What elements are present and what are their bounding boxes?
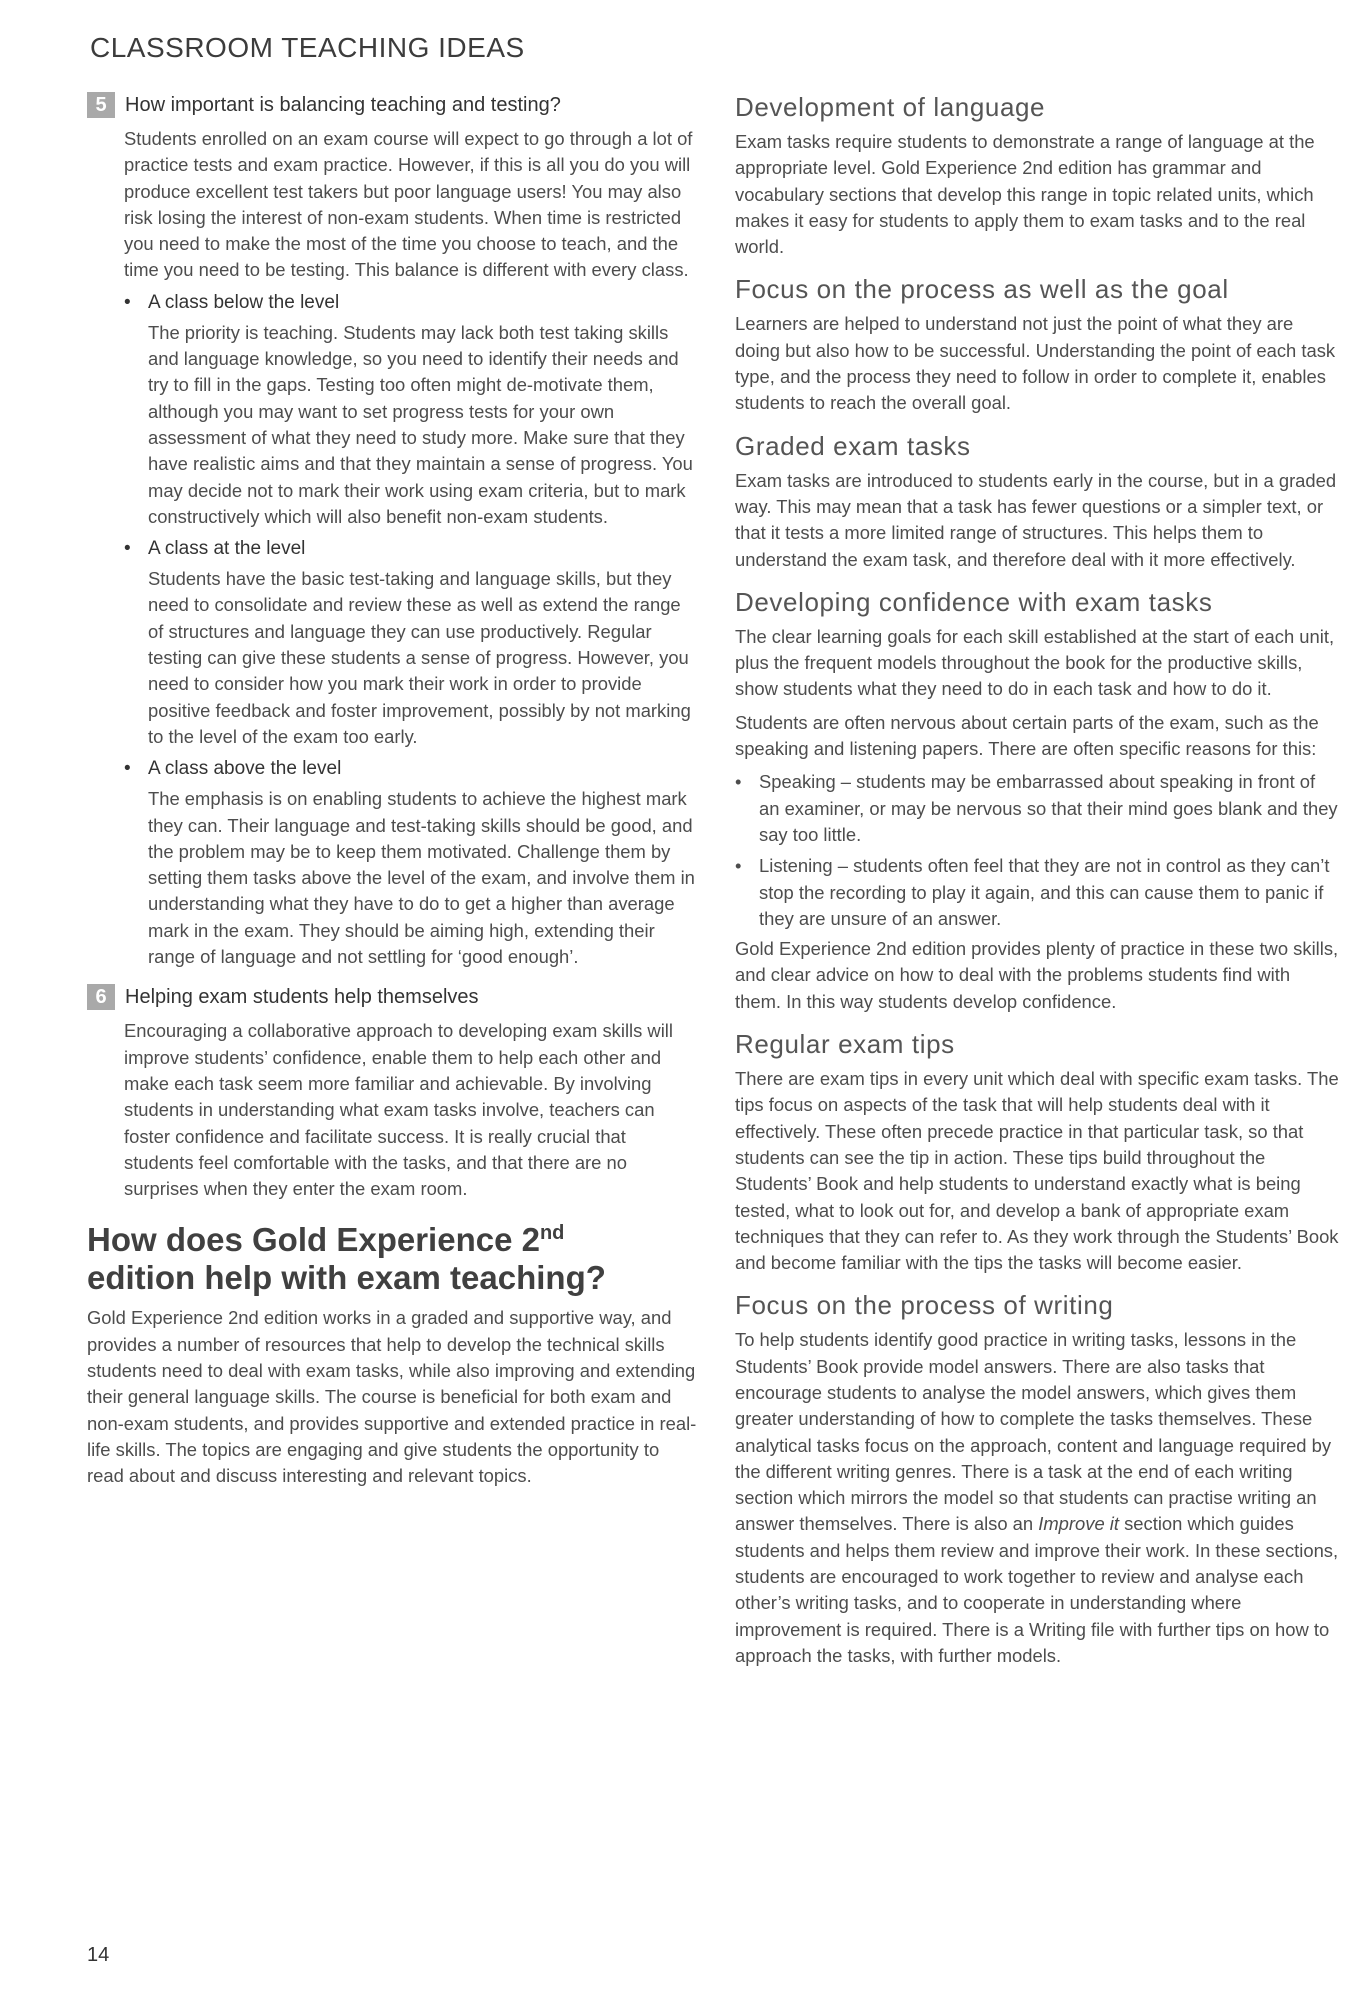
left-column xyxy=(87,92,697,1489)
bullet-below-level-heading: A class below the level xyxy=(148,291,340,313)
section-5-header xyxy=(87,92,697,118)
bullet-above-level-text: The emphasis is on enabling students to achieve the highest mark they can. Their language and test-taking skills should be good, and the problem may be to keep them motivated. Challenge them by setting them tasks above the level of the exam, and involve them in understanding what they have to do to get a higher than average mark in the exam. They should be aiming high, extending their range of language and not settling for ‘good enough’. xyxy=(148,788,695,968)
main-heading-part2: edition help with exam teaching? xyxy=(87,1259,606,1297)
heading-developing-confidence: Developing confidence with exam tasks xyxy=(735,586,1213,617)
text-development-of-language: Exam tasks require students to demonstrate a range of language at the appropriate level. Gold Experience 2nd edition has grammar and vocabulary sections that develop this range in topic related units, which makes it easy for students to apply them to exam tasks and to the real world. xyxy=(735,131,1315,258)
bullet-listening xyxy=(735,853,1340,932)
main-heading xyxy=(87,1214,697,1297)
heading-regular-exam-tips: Regular exam tips xyxy=(735,1029,955,1060)
right-column xyxy=(735,92,1340,1669)
bullet-speaking-text: Speaking – students may be embarrassed about speaking in front of an examiner, or may be nervous so that their mind goes blank and they say too little. xyxy=(759,771,1338,845)
heading-development-of-language: Development of language xyxy=(735,92,1046,122)
text-developing-confidence-2: Students are often nervous about certain parts of the exam, such as the speaking and listening papers. There are often specific reasons for this: xyxy=(735,711,1319,760)
bullet-above-level xyxy=(124,758,697,780)
bullet-below-level xyxy=(124,292,697,314)
bullet-icon: • xyxy=(735,855,742,877)
text-regular-exam-tips: There are exam tips in every unit which deal with specific exam tasks. The tips focus on aspects of the task that will help students deal with it effectively. These often precede practice in that particular task, so that students can see the tip in action. These tips build throughout the Students’ Book and help students to understand exactly what is being tested, what to look out for, and develop a bank of appropriate exam techniques that they can refer to. As they work through the Students’ Book and become familiar with the tips the tasks will become easier. xyxy=(735,1068,1339,1274)
bullet-icon: • xyxy=(124,758,131,780)
bullet-above-level-heading: A class above the level xyxy=(148,758,342,780)
main-heading-superscript: nd xyxy=(539,1222,565,1245)
writing-text-part2: section which guides students and helps them review and improve their work. In these sections, students are encouraged to work together to review and analyse each other’s writing tasks, and to cooperate in understanding where improvement is required. There is a Writing file with further tips on how to approach the tasks, with further models. xyxy=(735,1513,1339,1666)
bullet-icon: • xyxy=(124,538,131,560)
text-developing-confidence-1: The clear learning goals for each skill established at the start of each unit, plus the frequent models throughout the book for the productive skills, show students what they need to do in each task and how to do it. xyxy=(735,625,1335,700)
text-focus-process-writing xyxy=(735,1327,1340,1669)
bullet-icon: • xyxy=(735,771,742,793)
bullet-listening-text: Listening – students often feel that they are not in control as they can’t stop the recording to play it again, and this can cause them to panic if they are unsure of an answer. xyxy=(759,855,1330,929)
page-number: 14 xyxy=(87,1944,110,1966)
bullet-at-level-heading: A class at the level xyxy=(148,538,306,560)
bullet-speaking xyxy=(735,769,1340,848)
text-developing-confidence-3: Gold Experience 2nd edition provides plenty of practice in these two skills, and clear advice on how to deal with the problems students find with them. In this way students develop confidence. xyxy=(735,938,1339,1012)
writing-text-part1: To help students identify good practice in writing tasks, lessons in the Students’ Book provide model answers. There are also tasks that encourage students to analyse the model answers, which gives them greater understanding of how to complete the tasks themselves. These analytical tasks focus on the approach, content and language required by the different writing genres. There is a task at the end of each writing section which mirrors the model so that students can practise writing an answer themselves. There is also an xyxy=(735,1329,1332,1535)
text-focus-process-goal: Learners are helped to understand not just the point of what they are doing but also how to be successful. Understanding the point of each task type, and the process they need to follow in order to complete it, enables students to reach the overall goal. xyxy=(735,313,1336,414)
main-intro: Gold Experience 2nd edition works in a graded and supportive way, and provides a number of resources that help to develop the technical skills students need to deal with exam tasks, while also improving and extending their general language skills. The course is beneficial for both exam and non-exam students, and provides supportive and extended practice in real-life skills. The topics are engaging and give students the opportunity to read about and discuss interesting and relevant topics. xyxy=(87,1307,697,1487)
section-6-header xyxy=(87,984,697,1010)
main-heading-part1: How does Gold Experience 2 xyxy=(87,1221,540,1259)
section-5-intro: Students enrolled on an exam course will expect to go through a lot of practice tests and exam practice. However, if this is all you do you will produce excellent test takers but poor language users! You may also risk losing the interest of non-exam students. When time is restricted you need to make the most of the time you choose to teach, and the time you need to be testing. This balance is different with every class. xyxy=(124,128,693,281)
text-graded-exam-tasks: Exam tasks are introduced to students early in the course, but in a graded way. This may mean that a task has fewer questions or a simpler text, or that it tests a more limited range of structures. This helps them to understand the exam task, and therefore deal with it more effectively. xyxy=(735,469,1337,570)
section-5-number-badge: 5 xyxy=(87,92,115,118)
writing-text-improve-it: Improve it xyxy=(1038,1513,1119,1535)
bullet-below-level-text: The priority is teaching. Students may lack both test taking skills and language knowledge, so you need to identify their needs and try to fill in the gaps. Testing too often might de-motivate them, although you may want to set progress tests for your own assessment of what they need to study more. Make sure that they have realistic aims and that they maintain a sense of progress. You may decide not to mark their work using exam criteria, but to mark constructively which will also benefit non-exam students. xyxy=(148,321,693,527)
bullet-at-level-text: Students have the basic test-taking and language skills, but they need to consolidate and review these as well as extend the range of structures and language they can use productively. Regular testing can give these students a sense of progress. However, you need to consider how you mark their work in order to provide positive feedback and foster improvement, possibly by not marking to the level of the exam too early. xyxy=(148,568,691,747)
section-6-text: Encouraging a collaborative approach to developing exam skills will improve students’ confidence, enable them to help each other and make each task seem more familiar and achievable. By involving students in understanding what exam tasks involve, teachers can foster confidence and facilitate success. It is really crucial that students feel comfortable with the tasks, and that there are no surprises when they enter the exam room. xyxy=(124,1020,673,1200)
bullet-icon: • xyxy=(124,291,131,313)
running-head: CLASSROOM TEACHING IDEAS xyxy=(90,32,525,63)
heading-graded-exam-tasks: Graded exam tasks xyxy=(735,430,971,461)
section-6-number-badge: 6 xyxy=(87,984,115,1010)
heading-focus-process-writing: Focus on the process of writing xyxy=(735,1290,1114,1321)
bullet-at-level xyxy=(124,538,697,560)
section-5-title: How important is balancing teaching and testing? xyxy=(125,93,561,116)
section-6-title: Helping exam students help themselves xyxy=(125,985,479,1008)
heading-focus-process-goal: Focus on the process as well as the goal xyxy=(735,274,1229,305)
